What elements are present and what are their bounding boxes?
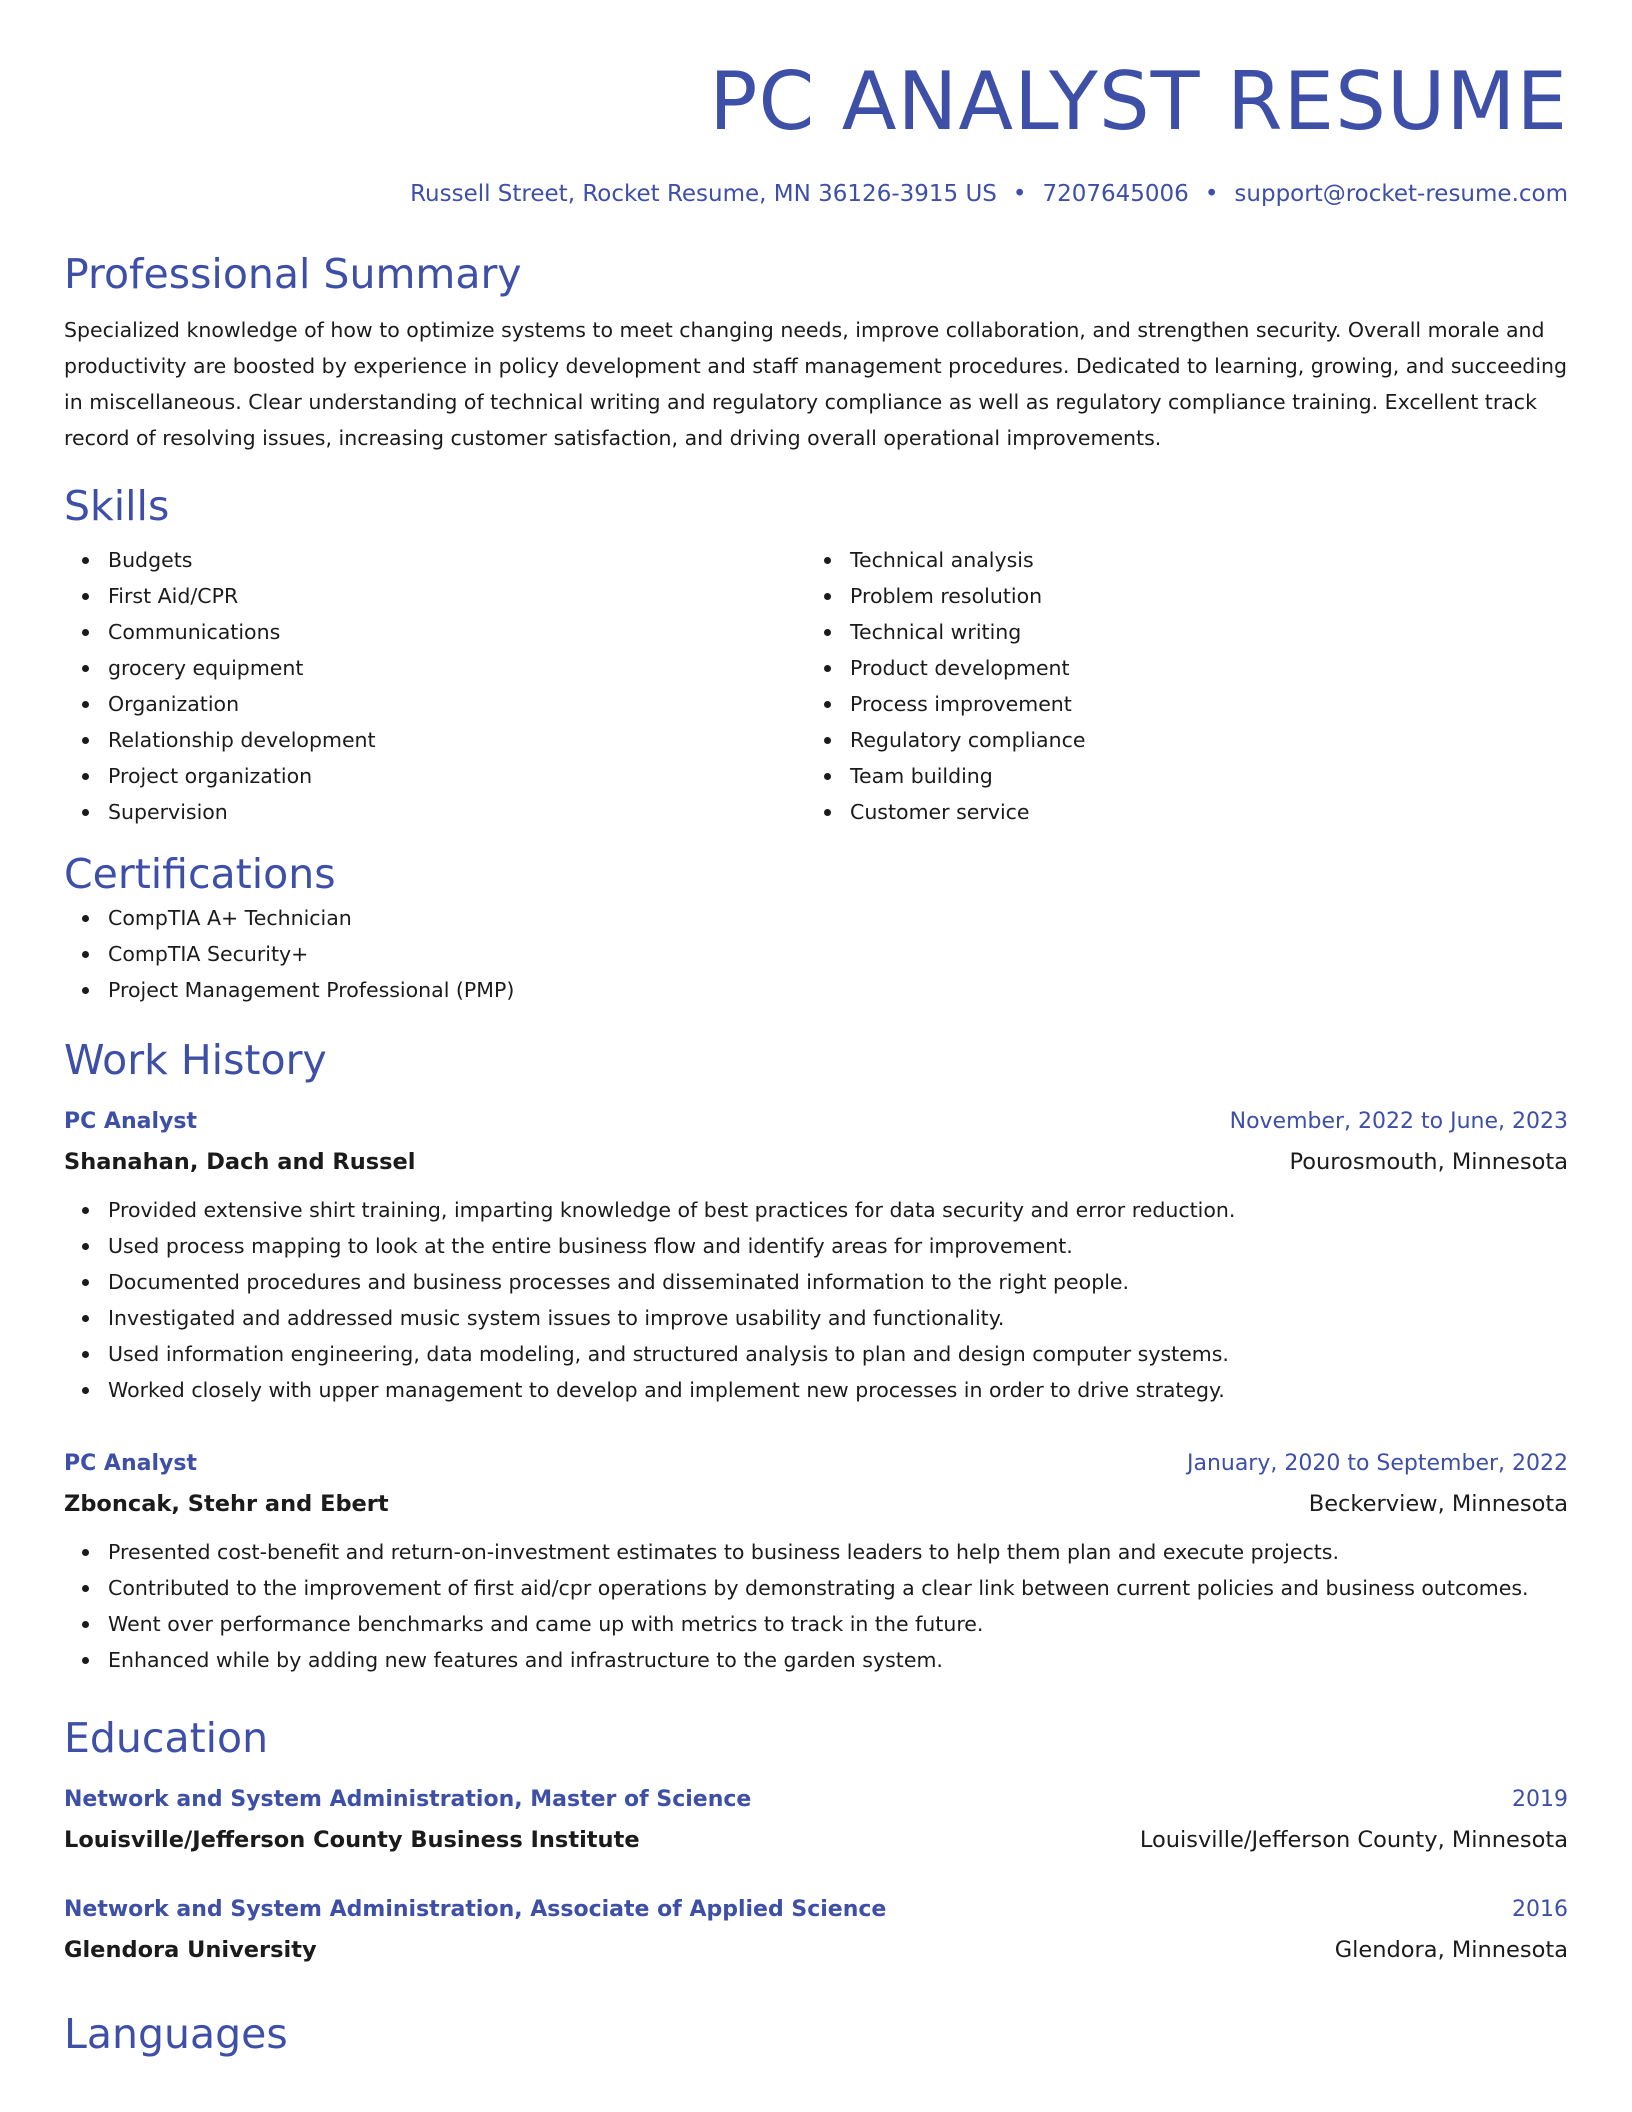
skills-column-left xyxy=(64,542,806,830)
work-entry xyxy=(64,1102,1568,1408)
summary-heading: Professional Summary xyxy=(64,250,522,298)
skills-list-right xyxy=(806,542,1548,830)
responsibility-item: Used information engineering, data modeling, and structured analysis to plan and design computer systems. xyxy=(108,1336,1568,1372)
skill-item: Relationship development xyxy=(108,722,806,758)
skills-grid xyxy=(64,542,1568,830)
skills-heading: Skills xyxy=(64,482,170,530)
graduation-year: 2019 xyxy=(1512,1787,1568,1812)
job-dates: November, 2022 to June, 2023 xyxy=(1229,1109,1568,1134)
skill-item: Communications xyxy=(108,614,806,650)
contact-separator: • xyxy=(1012,181,1027,207)
contact-line xyxy=(64,178,1568,210)
skill-item: Product development xyxy=(850,650,1548,686)
work-entry-subheader xyxy=(64,1142,1568,1182)
skill-item: Regulatory compliance xyxy=(850,722,1548,758)
skill-item: Organization xyxy=(108,686,806,722)
skill-item: Project organization xyxy=(108,758,806,794)
skills-column-right xyxy=(806,542,1548,830)
summary-text: Specialized knowledge of how to optimize systems to meet changing needs, improve collaboration, and strengthen security. Overall morale and productivity are boosted by experience in policy development and staff management procedures. Dedicated to learning, growing, and succeeding in miscellaneous. Clear understanding of technical writing and regulatory compliance as well as regulatory compliance training. Excellent track record of resolving issues, increasing customer satisfaction, and driving overall operational improvements. xyxy=(64,318,1568,450)
education-list xyxy=(64,1780,1568,1970)
school-name: Louisville/Jefferson County Business Institute xyxy=(64,1827,640,1853)
responsibility-item: Documented procedures and business processes and disseminated information to the right people. xyxy=(108,1264,1568,1300)
education-entry-subheader xyxy=(64,1820,1568,1860)
work-entry-header xyxy=(64,1444,1568,1484)
contact-email: support@rocket-resume.com xyxy=(1234,181,1568,207)
contact-address: Russell Street, Rocket Resume, MN 36126-3915 US xyxy=(410,181,997,207)
resume-title: PC ANALYST RESUME xyxy=(709,55,1568,148)
skill-item: grocery equipment xyxy=(108,650,806,686)
graduation-year: 2016 xyxy=(1512,1897,1568,1922)
certifications-list xyxy=(64,900,1568,1008)
skill-item: Process improvement xyxy=(850,686,1548,722)
skill-item: Budgets xyxy=(108,542,806,578)
education-entry-header xyxy=(64,1890,1568,1930)
skill-item: Problem resolution xyxy=(850,578,1548,614)
skills-list-left xyxy=(64,542,806,830)
certification-item: CompTIA A+ Technician xyxy=(108,900,1568,936)
school-location: Glendora, Minnesota xyxy=(1334,1937,1568,1963)
job-title: PC Analyst xyxy=(64,1451,197,1476)
work-history-list xyxy=(64,1102,1568,1678)
responsibility-item: Worked closely with upper management to develop and implement new processes in order to drive strategy. xyxy=(108,1372,1568,1408)
certification-item: CompTIA Security+ xyxy=(108,936,1568,972)
education-entry-header xyxy=(64,1780,1568,1820)
responsibility-item: Enhanced while by adding new features and infrastructure to the garden system. xyxy=(108,1642,1568,1678)
skill-item: Customer service xyxy=(850,794,1548,830)
company-name: Zboncak, Stehr and Ebert xyxy=(64,1491,389,1517)
responsibility-item: Presented cost-benefit and return-on-investment estimates to business leaders to help them plan and execute projects. xyxy=(108,1534,1568,1570)
education-entry xyxy=(64,1780,1568,1860)
responsibility-item: Went over performance benchmarks and came up with metrics to track in the future. xyxy=(108,1606,1568,1642)
responsibility-item: Used process mapping to look at the entire business flow and identify areas for improvement. xyxy=(108,1228,1568,1264)
certification-item: Project Management Professional (PMP) xyxy=(108,972,1568,1008)
skill-item: Supervision xyxy=(108,794,806,830)
job-responsibilities xyxy=(64,1534,1568,1678)
degree-name: Network and System Administration, Associate of Applied Science xyxy=(64,1897,887,1922)
job-responsibilities xyxy=(64,1192,1568,1408)
education-entry xyxy=(64,1890,1568,1970)
certifications-heading: Certifications xyxy=(64,850,336,898)
degree-name: Network and System Administration, Master of Science xyxy=(64,1787,752,1812)
work-entry-header xyxy=(64,1102,1568,1142)
education-entry-subheader xyxy=(64,1930,1568,1970)
company-name: Shanahan, Dach and Russel xyxy=(64,1149,416,1175)
skill-item: Team building xyxy=(850,758,1548,794)
contact-phone: 7207645006 xyxy=(1042,181,1189,207)
skill-item: First Aid/CPR xyxy=(108,578,806,614)
responsibility-item: Provided extensive shirt training, imparting knowledge of best practices for data security and error reduction. xyxy=(108,1192,1568,1228)
languages-heading: Languages xyxy=(64,2010,288,2058)
contact-separator: • xyxy=(1204,181,1219,207)
work-entry-subheader xyxy=(64,1484,1568,1524)
work-history-heading: Work History xyxy=(64,1036,327,1084)
responsibility-item: Investigated and addressed music system issues to improve usability and functionality. xyxy=(108,1300,1568,1336)
education-heading: Education xyxy=(64,1714,269,1762)
job-location: Pourosmouth, Minnesota xyxy=(1289,1149,1568,1175)
job-location: Beckerview, Minnesota xyxy=(1308,1491,1568,1517)
job-dates: January, 2020 to September, 2022 xyxy=(1186,1451,1568,1476)
school-location: Louisville/Jefferson County, Minnesota xyxy=(1139,1827,1568,1853)
responsibility-item: Contributed to the improvement of first aid/cpr operations by demonstrating a clear link between current policies and business outcomes. xyxy=(108,1570,1568,1606)
job-title: PC Analyst xyxy=(64,1109,197,1134)
skill-item: Technical writing xyxy=(850,614,1548,650)
work-entry xyxy=(64,1444,1568,1678)
school-name: Glendora University xyxy=(64,1937,317,1963)
skill-item: Technical analysis xyxy=(850,542,1548,578)
